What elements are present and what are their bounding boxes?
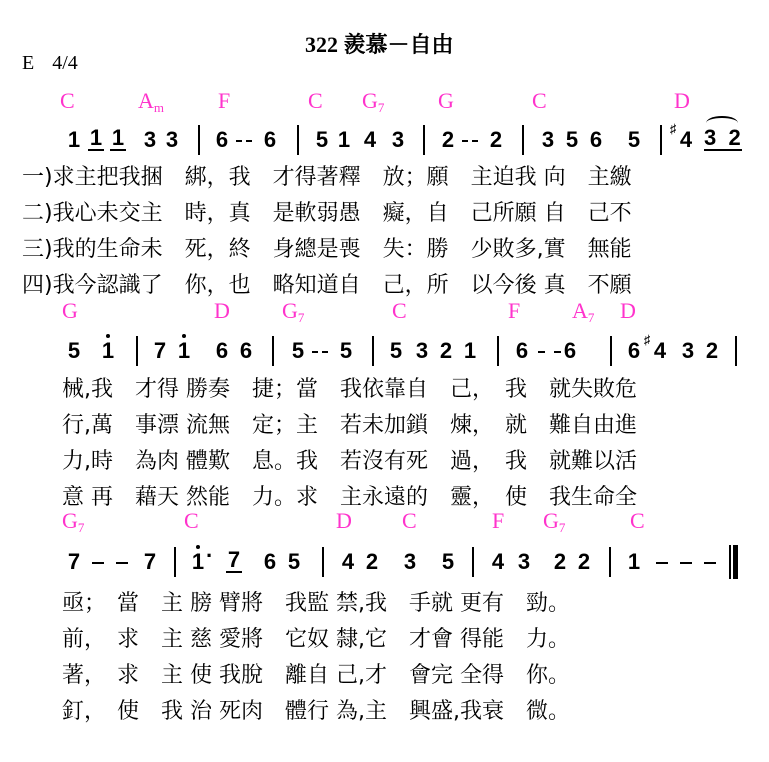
note: 6 <box>215 127 229 152</box>
note: 7 <box>143 549 157 574</box>
note: 5 <box>67 338 81 363</box>
chord: D <box>674 88 690 113</box>
note: 4 <box>341 549 355 574</box>
note: 6 <box>215 338 229 363</box>
lyric-verse-1: 亟； 當 主 膀 臂將 我監 禁,我 手就 更有 勁。 <box>62 591 570 616</box>
note: 5 <box>287 549 301 574</box>
lyric-verse-3: 三)我的生命未 死，終 身總是喪 失：勝 少敗多,實 無能 <box>22 237 632 262</box>
lyric-verse-2: 行,萬 事漂 流無 定；主 若未加鎖 煉， 就 難自由進 <box>62 413 637 438</box>
chord: $G_7$ <box>362 88 385 115</box>
barline <box>423 125 425 155</box>
barline <box>522 125 524 155</box>
lyric-verse-2: 二)我心未交主 時，真 是軟弱愚 癡，自 己所願 自 己不 <box>22 201 632 226</box>
chord: C <box>532 88 547 113</box>
note: 5 <box>627 127 641 152</box>
note: 7 <box>67 549 81 574</box>
note: 6 <box>563 338 577 363</box>
barline <box>735 336 737 366</box>
lyric-verse-3: 力,時 為肉 體歎 息。我 若沒有死 過， 我 就難以活 <box>62 449 637 474</box>
barline <box>372 336 374 366</box>
note: 5 <box>339 338 353 363</box>
note: 6 <box>263 549 277 574</box>
note: 6 <box>515 338 529 363</box>
note: 1 <box>67 127 81 152</box>
octave-dot <box>106 334 110 338</box>
note: 3 <box>165 127 179 152</box>
barline <box>660 125 662 155</box>
note: 6 <box>263 127 277 152</box>
barline <box>322 547 324 577</box>
dash <box>312 351 318 353</box>
note: 3 <box>541 127 555 152</box>
chord: C <box>184 508 199 533</box>
note: 6 <box>627 338 641 363</box>
chord: D <box>620 298 636 323</box>
lyric-verse-4: 意 再 藉天 然能 力。求 主永遠的 靈， 使 我生命全 <box>62 485 637 510</box>
note: ♯ 4 <box>644 332 667 363</box>
barline <box>174 547 176 577</box>
dash <box>246 140 252 142</box>
note: 2 <box>365 549 379 574</box>
dash <box>236 140 242 142</box>
barline <box>609 547 611 577</box>
chord: D <box>336 508 352 533</box>
note-high: 1 <box>100 338 116 364</box>
note: ♯ 4 <box>670 121 693 152</box>
key: E <box>22 52 35 74</box>
note: 2 <box>553 549 567 574</box>
note: 3 <box>517 549 531 574</box>
dash <box>462 140 468 142</box>
note: 2 <box>489 127 503 152</box>
chord: C <box>392 298 407 323</box>
chord: F <box>492 508 505 533</box>
note: 2 <box>441 127 455 152</box>
chord: C <box>630 508 645 533</box>
note: 3 <box>391 127 405 152</box>
dash <box>554 351 561 353</box>
chord: C <box>402 508 417 533</box>
note: 5 <box>565 127 579 152</box>
note: 2 <box>705 338 719 363</box>
barline <box>497 336 499 366</box>
dash <box>92 562 104 564</box>
note: 5 <box>389 338 403 363</box>
chord: F <box>218 88 231 113</box>
chord: G <box>62 298 78 323</box>
note: 5 <box>291 338 305 363</box>
dash <box>680 562 692 564</box>
lyric-verse-4: 釘， 使 我 治 死肉 體行 為,主 興盛,我衰 微。 <box>62 699 570 724</box>
final-barline-thin <box>729 545 731 579</box>
note: 1 <box>337 127 351 152</box>
key-signature <box>22 52 78 75</box>
dash <box>472 140 478 142</box>
note: 1 <box>111 125 125 150</box>
chord: C <box>60 88 75 113</box>
note: 3 <box>143 127 157 152</box>
note: 7 <box>227 547 241 572</box>
note: 2 <box>439 338 453 363</box>
note-high: 1 · <box>191 543 214 574</box>
barline <box>297 125 299 155</box>
chord: $G_7$ <box>282 298 305 325</box>
note: 1 <box>89 125 103 150</box>
chord: $G_7$ <box>543 508 566 535</box>
dash <box>704 562 716 564</box>
dash <box>538 351 545 353</box>
octave-dot <box>196 545 200 549</box>
lyric-verse-1: 械,我 才得 勝奏 捷；當 我依靠自 己， 我 就失敗危 <box>62 377 637 402</box>
dash <box>656 562 668 564</box>
barline <box>610 336 612 366</box>
sharp-icon: ♯ <box>644 332 651 347</box>
note: 1 <box>627 549 641 574</box>
chord: F <box>508 298 521 323</box>
note: 5 <box>441 549 455 574</box>
barline <box>272 336 274 366</box>
chord: G <box>438 88 454 113</box>
barline <box>472 547 474 577</box>
dash <box>322 351 328 353</box>
note: 3 <box>403 549 417 574</box>
final-barline-thick <box>733 545 738 579</box>
note: 2 <box>577 549 591 574</box>
chord: $G_7$ <box>62 508 85 535</box>
lyric-verse-2: 前， 求 主 慈 愛將 它奴 隸,它 才會 得能 力。 <box>62 627 570 652</box>
barline <box>198 125 200 155</box>
sharp-icon: ♯ <box>670 121 677 136</box>
lyric-verse-4: 四)我今認識了 你，也 略知道自 己，所 以今後 真 不願 <box>22 273 632 298</box>
note: 3 <box>415 338 429 363</box>
note: 7 <box>153 338 167 363</box>
octave-dot <box>182 334 186 338</box>
note: 3 <box>681 338 695 363</box>
dash <box>116 562 128 564</box>
note-high: 1 <box>176 338 192 364</box>
chord: $A_m$ <box>138 88 165 115</box>
hymn-title: 322 羨慕－自由 <box>305 32 454 57</box>
note: 4 <box>363 127 377 152</box>
lyric-verse-3: 著， 求 主 使 我脫 離自 己,才 會完 全得 你。 <box>62 663 570 688</box>
chord: C <box>308 88 323 113</box>
time-signature: 4/4 <box>52 52 78 74</box>
note: 4 <box>491 549 505 574</box>
augmentation-dot: · <box>206 543 214 568</box>
note-group: 3 2 <box>704 125 741 150</box>
chord: D <box>214 298 230 323</box>
lyric-verse-1: 一)求主把我捆 綁，我 才得著釋 放；願 主迫我 向 主繳 <box>22 165 632 190</box>
chord: $A_7$ <box>572 298 595 325</box>
note: 1 <box>463 338 477 363</box>
note: 5 <box>315 127 329 152</box>
note: 6 <box>239 338 253 363</box>
note: 6 <box>589 127 603 152</box>
barline <box>136 336 138 366</box>
